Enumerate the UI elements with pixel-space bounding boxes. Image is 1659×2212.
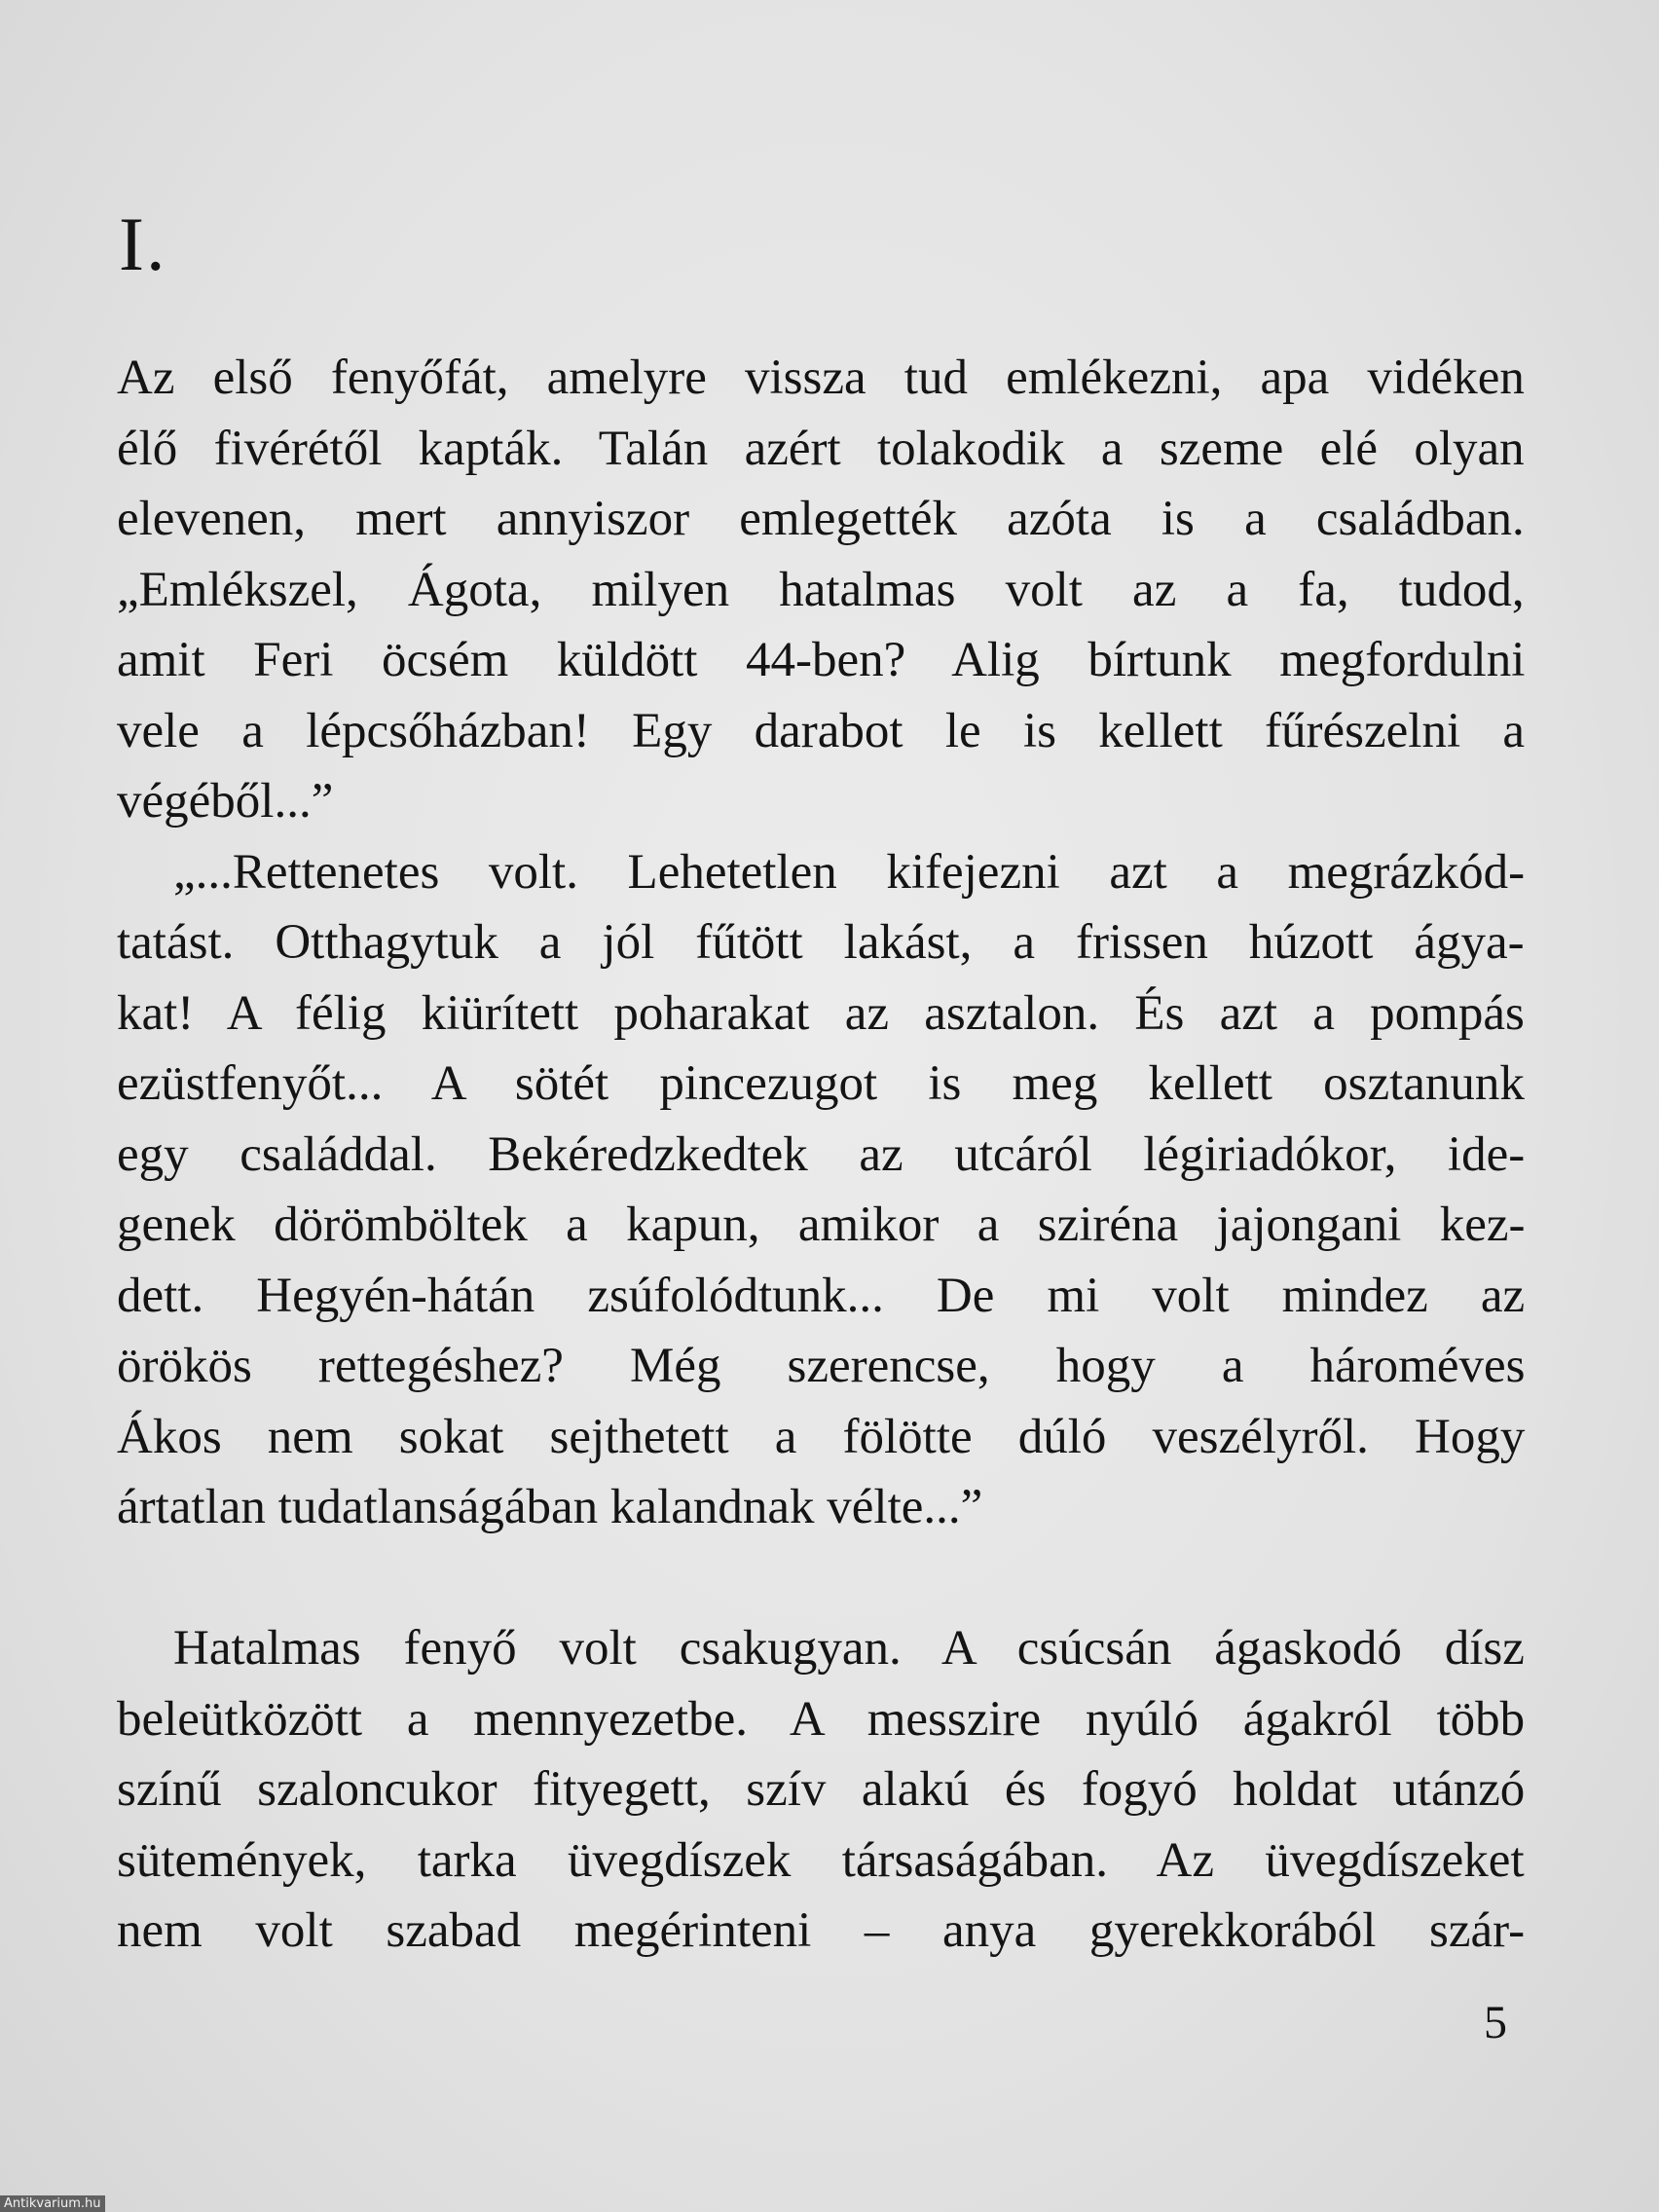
body-text [117,343,1525,1967]
chapter-number: I. [119,202,167,286]
text-line: kat! A félig kiürített poharakat az asztalon. És azt a pompás [117,985,1525,1041]
text-line: színű szaloncukor fityegett, szív alakú és fogyó holdat utánzó [117,1762,1526,1817]
text-line: egy családdal. Bekéredzkedtek az utcáról légiriadókor, ide- [117,1126,1526,1182]
text-line: vele a lépcsőházban! Egy darabot le is kellett fűrészelni a [117,703,1526,758]
text-line: Ákos nem sokat sejthetett a fölötte dúló veszélyről. Hogy [117,1409,1526,1464]
paragraph-2 [117,837,1525,1614]
paragraph-1 [117,343,1525,837]
text-line [117,1543,1525,1614]
page-number: 5 [1484,1997,1507,2048]
watermark: Antikvarium.hu [0,2195,105,2212]
text-line: nem volt szabad megérinteni – anya gyerekkorából szár- [117,1903,1526,1958]
text-line: dett. Hegyén-hátán zsúfolódtunk... De mi volt mindez az [117,1268,1526,1323]
text-line: tatást. Otthagytuk a jól fűtött lakást, a frissen húzott ágya- [117,915,1525,970]
text-line: örökös rettegéshez? Még szerencse, hogy a hároméves [117,1339,1526,1393]
text-line: sütemények, tarka üvegdíszek társaságában. Az üvegdíszeket [117,1832,1525,1888]
text-line: genek dörömböltek a kapun, amikor a sziréna jajongani kez- [117,1198,1526,1252]
text-line: elevenen, mert annyiszor emlegették azóta is a családban. [117,492,1525,546]
text-line: végéből...” [117,774,334,829]
text-line: beleütközött a mennyezetbe. A messzire nyúló ágakról több [117,1691,1526,1747]
text-line: ártatlan tudatlanságában kalandnak vélte...” [117,1480,983,1534]
paragraph-3 [117,1613,1525,1967]
text-line: élő fivérétől kapták. Talán azért tolakodik a szeme elé olyan [117,421,1525,476]
text-line: Az első fenyőfát, amelyre vissza tud emlékezni, apa vidéken [117,350,1525,405]
text-line: ezüstfenyőt... A sötét pincezugot is meg kellett osztanunk [117,1056,1525,1111]
text-line: Hatalmas fenyő volt csakugyan. A csúcsán ágaskodó dísz [173,1621,1525,1676]
text-line: „...Rettenetes volt. Lehetetlen kifejezni azt a megrázkód- [173,844,1526,900]
text-line: amit Feri öcsém küldött 44-ben? Alig bírtunk megfordulni [117,633,1526,687]
text-line: „Emlékszel, Ágota, milyen hatalmas volt az a fa, tudod, [117,562,1525,617]
